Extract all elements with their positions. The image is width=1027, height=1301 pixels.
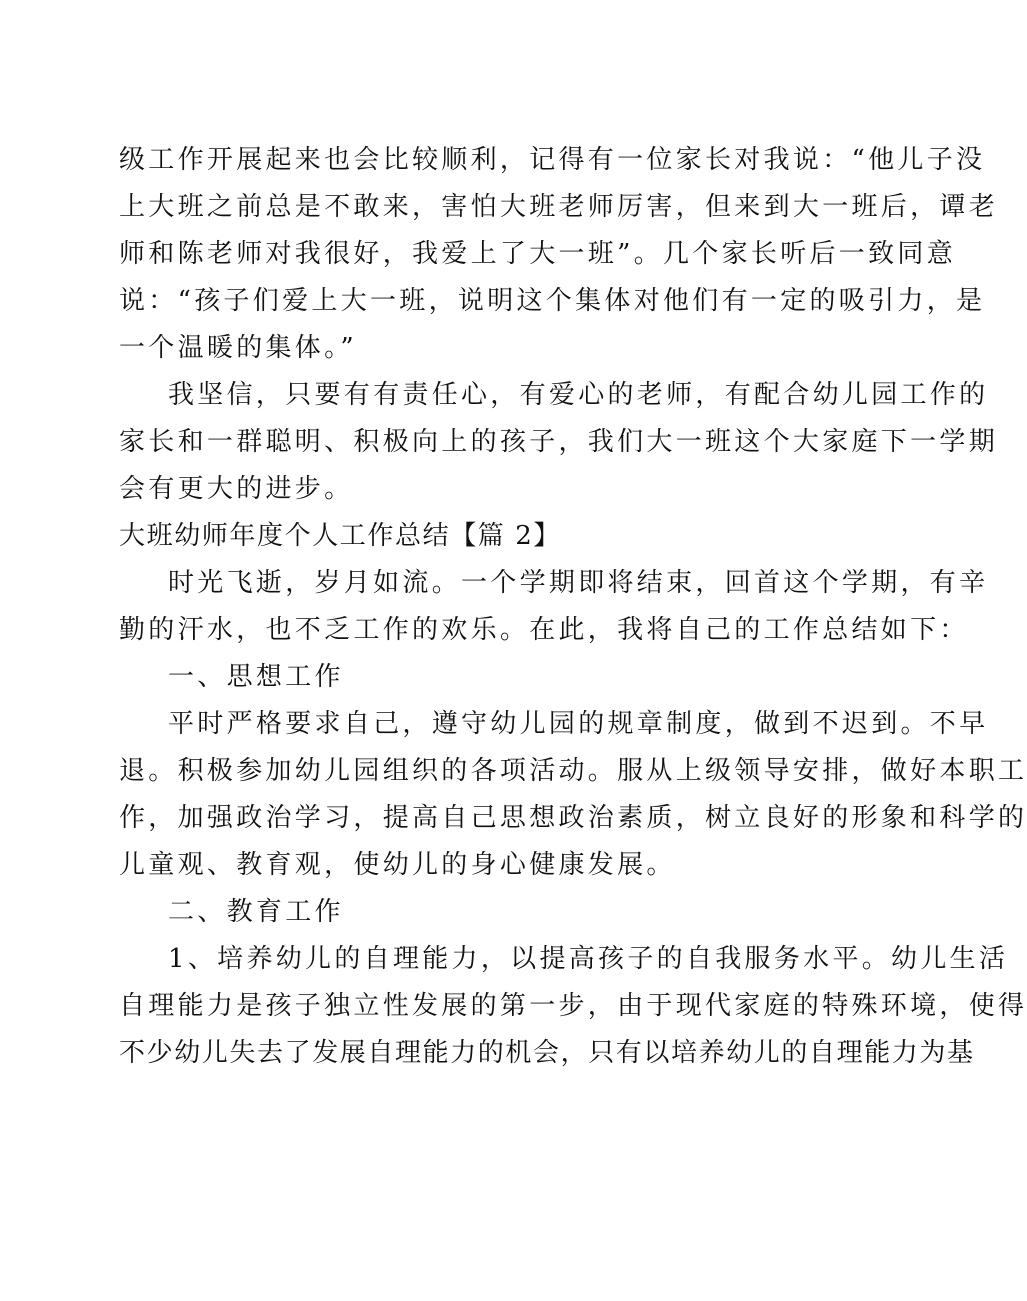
paragraph-5-line-3: 不少幼儿失去了发展自理能力的机会，只有以培养幼儿的自理能力为基 — [119, 1038, 975, 1068]
paragraph-1-line-1: 级工作开展起来也会比较顺利，记得有一位家长对我说：“他儿子没 — [119, 145, 986, 175]
paragraph-1-line-4: 说：“孩子们爱上大一班，说明这个集体对他们有一定的吸引力，是 — [119, 286, 986, 316]
paragraph-4-line-1: 平时严格要求自己，遵守幼儿园的规章制度，做到不迟到。不早 — [168, 709, 989, 739]
paragraph-2-line-3: 会有更大的进步。 — [119, 474, 354, 504]
paragraph-3-line-2: 勤的汗水，也不乏工作的欢乐。在此，我将自己的工作总结如下： — [119, 615, 969, 645]
subheading-thought-work: 一、思想工作 — [168, 662, 344, 692]
paragraph-3-line-1: 时光飞逝，岁月如流。一个学期即将结束，回首这个学期，有辛 — [168, 568, 989, 598]
paragraph-4-line-3: 作，加强政治学习，提高自己思想政治素质，树立良好的形象和科学的 — [119, 803, 1027, 833]
paragraph-1-line-2: 上大班之前总是不敢来，害怕大班老师厉害，但来到大一班后，谭老 — [119, 192, 999, 222]
paragraph-5-line-1: 1、培养幼儿的自理能力，以提高孩子的自我服务水平。幼儿生活 — [168, 944, 1009, 974]
paragraph-1-line-5: 一个温暖的集体。” — [119, 333, 357, 363]
paragraph-5-line-2: 自理能力是孩子独立性发展的第一步，由于现代家庭的特殊环境，使得 — [119, 991, 1027, 1021]
paragraph-2-line-2: 家长和一群聪明、积极向上的孩子，我们大一班这个大家庭下一学期 — [119, 427, 999, 457]
subheading-education-work: 二、教育工作 — [168, 897, 344, 927]
section-heading: 大班幼师年度个人工作总结【篇 2】 — [119, 521, 562, 551]
paragraph-2-line-1: 我坚信，只要有有责任心，有爱心的老师，有配合幼儿园工作的 — [168, 380, 989, 410]
paragraph-1-line-3: 师和陈老师对我很好，我爱上了大一班”。几个家长听后一致同意 — [119, 239, 956, 269]
paragraph-4-line-4: 儿童观、教育观，使幼儿的身心健康发展。 — [119, 850, 676, 880]
paragraph-4-line-2: 退。积极参加幼儿园组织的各项活动。服从上级领导安排，做好本职工 — [119, 756, 1027, 786]
